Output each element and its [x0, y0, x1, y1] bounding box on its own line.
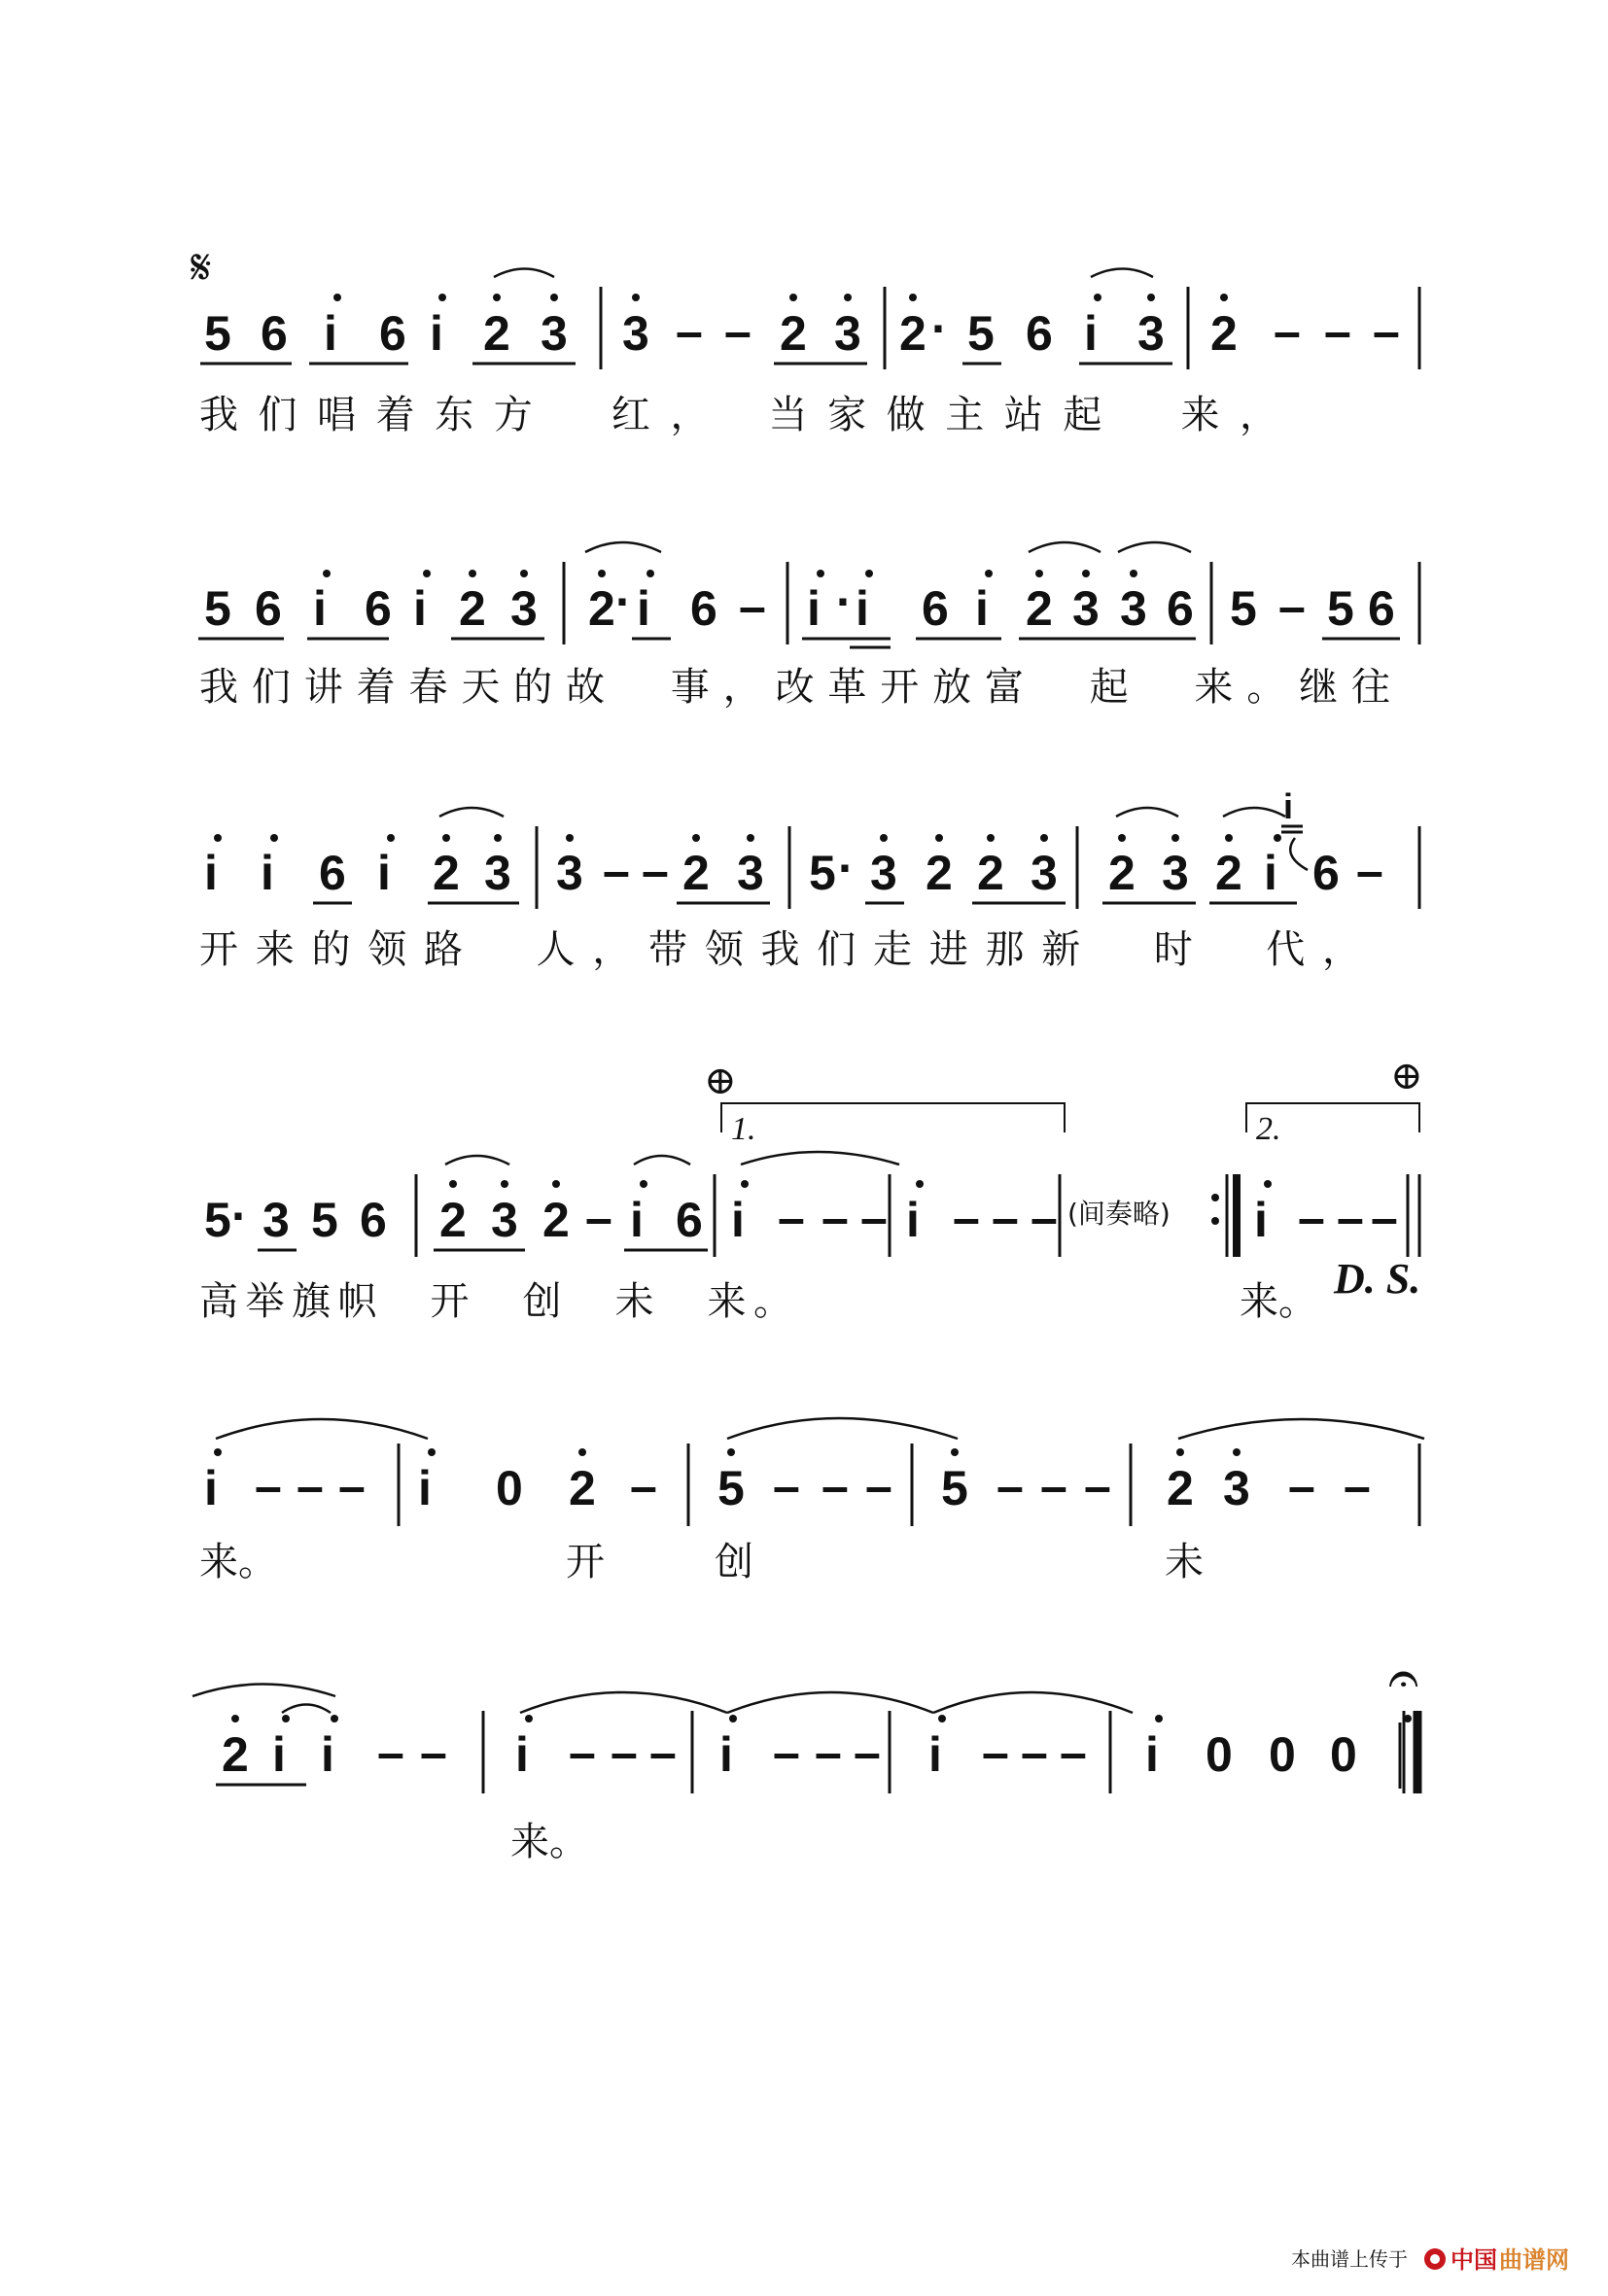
note: 3 — [737, 846, 764, 900]
note: 5 — [204, 581, 231, 636]
note: 5 — [809, 846, 836, 900]
dash: – — [1324, 304, 1351, 359]
note: i — [928, 1727, 942, 1782]
site-name-part1: 中国 — [1451, 2246, 1497, 2274]
dash: – — [953, 1191, 980, 1245]
lyrics-line-6: 来。 — [510, 1820, 588, 1864]
note: 0 — [1330, 1727, 1357, 1782]
lyrics-line-4: 高举旗帜 开 创 未 来。 — [199, 1279, 792, 1324]
dash: – — [1274, 304, 1301, 359]
dash: – — [1373, 304, 1400, 359]
dash: – — [611, 1725, 638, 1780]
note: 5 — [204, 1193, 231, 1247]
dash: – — [642, 844, 669, 898]
dash: – — [865, 1459, 892, 1513]
note: 3 — [510, 581, 538, 636]
note: 2 — [433, 846, 460, 900]
dash: – — [821, 1459, 849, 1513]
note: i — [418, 1461, 432, 1515]
dal-segno-mark: D. S. — [1334, 1255, 1421, 1303]
dash: – — [1084, 1459, 1111, 1513]
dash: – — [1031, 1191, 1058, 1245]
dash: – — [1060, 1725, 1087, 1780]
note: 6 — [1312, 846, 1340, 900]
dash: – — [1356, 844, 1383, 898]
grace-note: i — [1283, 786, 1294, 826]
note: i — [731, 1193, 745, 1247]
note: 5 — [717, 1461, 745, 1515]
note: 6 — [261, 306, 288, 361]
footer-watermark — [1291, 2246, 1569, 2274]
score-row-5 — [199, 1418, 1424, 1584]
note: i — [975, 581, 989, 636]
note: 2 — [222, 1727, 249, 1782]
lyrics-line-4-end: 来。 — [1240, 1279, 1317, 1324]
volta-1-label: 1. — [731, 1111, 756, 1147]
note: 6 — [360, 1193, 387, 1247]
dash: – — [992, 1191, 1019, 1245]
note: 6 — [676, 1193, 703, 1247]
dash: – — [1278, 579, 1306, 634]
note: i — [906, 1193, 920, 1247]
dash: – — [603, 844, 630, 898]
volta-bracket-1 — [721, 1103, 1065, 1132]
lyric: 来。 — [199, 1540, 277, 1584]
dot: · — [231, 1189, 248, 1243]
dash: – — [996, 1459, 1024, 1513]
coda-sign: ⊕ — [1390, 1054, 1423, 1098]
note: i — [807, 581, 821, 636]
dash: – — [860, 1191, 888, 1245]
note: 2 — [899, 306, 926, 361]
note: i — [1254, 1193, 1268, 1247]
note: 6 — [1026, 306, 1053, 361]
note: 3 — [622, 306, 649, 361]
dash: – — [676, 304, 703, 359]
dash: – — [1298, 1191, 1325, 1245]
dot: · — [615, 574, 632, 629]
note: 3 — [491, 1193, 518, 1247]
note: i — [630, 1193, 644, 1247]
dash: – — [585, 1191, 612, 1245]
dash: – — [1021, 1725, 1048, 1780]
note: 2 — [569, 1461, 596, 1515]
note: 5 — [311, 1193, 338, 1247]
note: 2 — [483, 306, 510, 361]
dash: – — [255, 1459, 282, 1513]
note: i — [1145, 1727, 1159, 1782]
note: i — [430, 306, 443, 361]
lyrics-line-1: 我们唱着东方 红， 当家做主站起 来， — [199, 393, 1278, 437]
lyrics-line-2: 我们讲着春天的故 事，改革开放富 起 来。继往 — [199, 665, 1390, 710]
note: 3 — [1162, 846, 1189, 900]
note: 3 — [1137, 306, 1165, 361]
note: 2 — [1108, 846, 1136, 900]
note: 5 — [1327, 581, 1354, 636]
note: i — [856, 581, 869, 636]
dash: – — [630, 1459, 657, 1513]
note: i — [1084, 306, 1098, 361]
dash: – — [1337, 1191, 1364, 1245]
note: 2 — [977, 846, 1004, 900]
note: 2 — [780, 306, 807, 361]
note: i — [413, 581, 427, 636]
note: i — [313, 581, 327, 636]
note: i — [719, 1727, 733, 1782]
dash: – — [778, 1191, 805, 1245]
note: 0 — [1269, 1727, 1296, 1782]
dash: – — [1371, 1191, 1398, 1245]
note: 3 — [834, 306, 861, 361]
dash: – — [982, 1725, 1009, 1780]
note: 2 — [682, 846, 710, 900]
dash: – — [338, 1459, 366, 1513]
dash: – — [773, 1459, 800, 1513]
lyrics-line-3: 开来的领路 人，带领我们走进那新 时 代， — [199, 927, 1361, 972]
note: 3 — [541, 306, 568, 361]
note: 3 — [1072, 581, 1100, 636]
lyric: 开 — [566, 1540, 605, 1584]
dash: – — [1288, 1459, 1315, 1513]
note: 3 — [870, 846, 897, 900]
dash: – — [815, 1725, 842, 1780]
lyric: 未 — [1165, 1540, 1204, 1584]
note: 3 — [1031, 846, 1058, 900]
dash: – — [569, 1725, 596, 1780]
score-row-6 — [192, 1647, 1418, 1864]
note: i — [1264, 846, 1277, 900]
dash: – — [1040, 1459, 1067, 1513]
site-name-part2: 曲谱网 — [1499, 2246, 1569, 2274]
note: i — [204, 1461, 218, 1515]
note: 2 — [1167, 1461, 1194, 1515]
dot: · — [931, 301, 948, 356]
note: 5 — [941, 1461, 968, 1515]
dash: – — [773, 1725, 800, 1780]
score-row-3 — [199, 786, 1419, 972]
score-row-4 — [199, 1054, 1423, 1324]
volta-2-label: 2. — [1256, 1111, 1281, 1147]
note: 3 — [1223, 1461, 1250, 1515]
coda-sign: ⊕ — [704, 1059, 737, 1103]
note: 2 — [1026, 581, 1053, 636]
dash: – — [821, 1191, 849, 1245]
dash: – — [854, 1725, 881, 1780]
interlude-note: (间奏略) — [1067, 1198, 1171, 1230]
note: 5 — [204, 306, 231, 361]
score-row-1 — [191, 239, 1419, 437]
note: i — [324, 306, 337, 361]
note: 3 — [556, 846, 583, 900]
note: 6 — [690, 581, 717, 636]
note: i — [261, 846, 274, 900]
note: 5 — [967, 306, 995, 361]
note: i — [377, 846, 391, 900]
note: 6 — [379, 306, 406, 361]
fermata-sign: 𝄐 — [1388, 1647, 1419, 1710]
segno-sign: 𝄋 — [191, 239, 212, 296]
note: i — [272, 1727, 286, 1782]
note: 5 — [1230, 581, 1257, 636]
dot: · — [836, 574, 853, 629]
note: i — [204, 846, 218, 900]
dash: – — [649, 1725, 677, 1780]
dash: – — [739, 579, 766, 634]
note: 2 — [1215, 846, 1242, 900]
dot: · — [838, 841, 855, 895]
note: 6 — [922, 581, 949, 636]
note: i — [321, 1727, 334, 1782]
note: 6 — [365, 581, 392, 636]
note: 6 — [1368, 581, 1395, 636]
dash: – — [377, 1725, 404, 1780]
note: 6 — [319, 846, 346, 900]
note: i — [515, 1727, 529, 1782]
note: 2 — [588, 581, 615, 636]
note: 0 — [496, 1461, 523, 1515]
lyric: 创 — [715, 1540, 753, 1584]
note: 6 — [255, 581, 282, 636]
note: 2 — [926, 846, 953, 900]
note: 2 — [459, 581, 486, 636]
note: 0 — [1206, 1727, 1233, 1782]
note: 2 — [1210, 306, 1238, 361]
footer-text: 本曲谱上传于 — [1291, 2247, 1408, 2271]
dash: – — [420, 1725, 447, 1780]
dash: – — [297, 1459, 324, 1513]
dash: – — [724, 304, 752, 359]
note: 3 — [262, 1193, 290, 1247]
score-row-2 — [198, 542, 1419, 710]
dash: – — [1344, 1459, 1371, 1513]
note: 2 — [439, 1193, 467, 1247]
note: 6 — [1167, 581, 1194, 636]
note: i — [637, 581, 650, 636]
note: 3 — [484, 846, 511, 900]
note: 2 — [542, 1193, 570, 1247]
note: 3 — [1120, 581, 1147, 636]
